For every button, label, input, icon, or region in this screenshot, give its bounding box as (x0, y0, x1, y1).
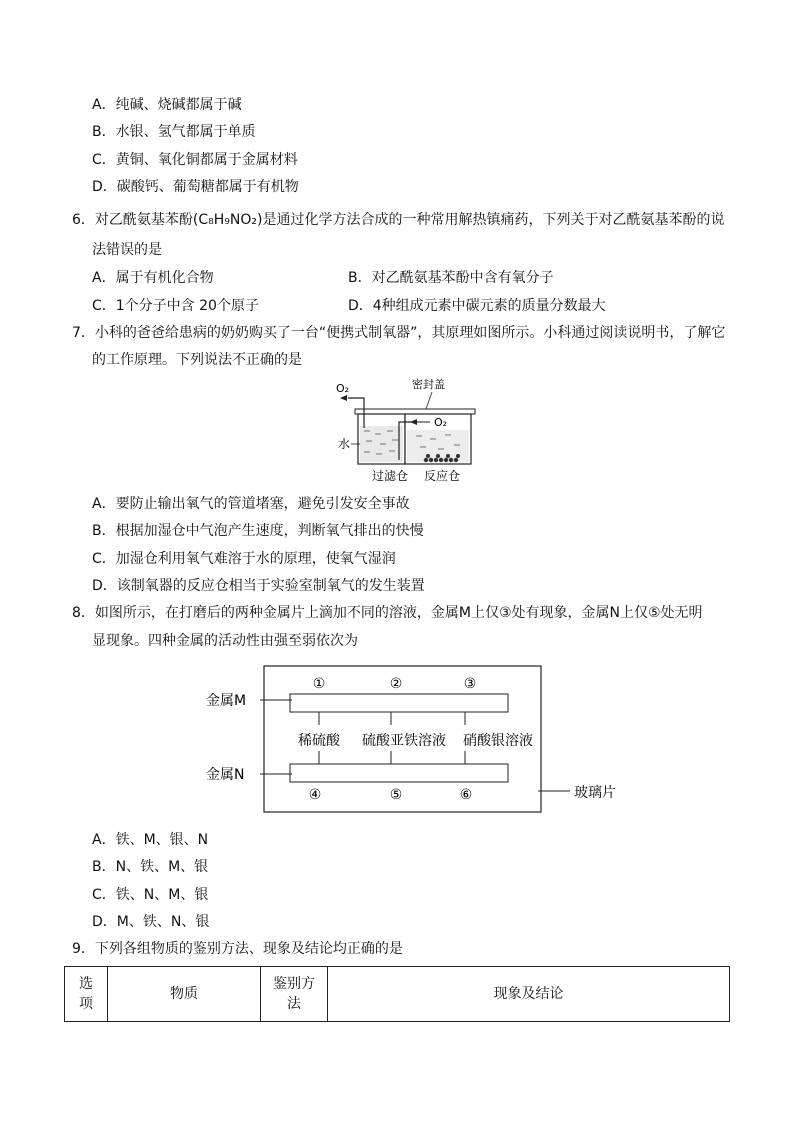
q9-stem: 9．下列各组物质的鉴别方法、现象及结论均正确的是 (72, 941, 403, 957)
spot-6: ⑥ (459, 787, 473, 803)
q7-stem-line2: 的工作原理。下列说法不正确的是 (92, 352, 302, 368)
q6-option-b: B．对乙酰氨基苯酚中含有氧分子 (348, 270, 554, 286)
reaction-chamber-label: 反应仓 (424, 469, 461, 483)
header-option (65, 967, 108, 1022)
header-result: 现象及结论 (328, 967, 730, 1022)
o2-outlet-label: O₂ (336, 382, 350, 395)
q8-option-b: B．N、铁、M、银 (92, 859, 209, 875)
q7-stem-line1: 7．小科的爸爸给患病的奶奶购买了一台“便携式制氧器”，其原理如图所示。小科通过阅读说明书，了解它 (72, 325, 726, 341)
lid-label: 密封盖 (412, 378, 445, 391)
q6-stem-prefix: 6．对乙酰氨基苯酚 (72, 212, 193, 228)
q5-option-b: B．水银、氢气都属于单质 (92, 124, 256, 140)
metal-plates-figure (200, 663, 620, 815)
solution-silver-nitrate: 硝酸银溶液 (463, 733, 533, 749)
q6-formula: (C₈H₉NO₂) (192, 212, 263, 228)
spot-2: ② (389, 676, 403, 692)
q6-stem-line2: 法错误的是 (92, 242, 162, 258)
q9-table (64, 966, 730, 1022)
q8-option-a: A．铁、M、银、N (92, 832, 209, 848)
q7-option-d: D．该制氧器的反应仓相当于实验室制氧气的发生装置 (92, 578, 425, 594)
spot-1: ① (312, 676, 326, 692)
spot-3: ③ (463, 676, 477, 692)
header-method-text: 鉴别方法 (273, 976, 315, 1012)
solution-dilute-sulfuric: 稀硫酸 (298, 733, 340, 749)
lid-pointer (426, 392, 432, 409)
arrow-left-icon (340, 395, 347, 401)
o2-inner-label: O₂ (434, 416, 448, 429)
water-label: 水 (338, 437, 351, 451)
metal-n-strip (290, 764, 508, 782)
sealed-lid-shape (355, 409, 475, 414)
q6-option-a: A．属于有机化合物 (92, 270, 214, 286)
solution-ferrous-sulfate: 硫酸亚铁溶液 (362, 733, 446, 749)
q5-option-a: A．纯碱、烧碱都属于碱 (92, 97, 242, 113)
spot-4: ④ (308, 787, 322, 803)
header-method (261, 967, 328, 1022)
q6-stem-suffix: 是通过化学方法合成的一种常用解热镇痛药，下列关于对乙酰氨基苯酚的说 (262, 212, 725, 228)
spot-5: ⑤ (389, 787, 403, 803)
q8-option-c: C．铁、N、M、银 (92, 887, 209, 903)
q8-stem-line2: 显现象。四种金属的活动性由强至弱依次为 (92, 633, 358, 649)
q5-option-c: C．黄铜、氧化铜都属于金属材料 (92, 152, 298, 168)
q6-stem (72, 210, 724, 230)
filter-chamber-label: 过滤仓 (372, 469, 409, 483)
metal-n-label: 金属N (206, 767, 245, 783)
q8-stem-line1: 8．如图所示，在打磨后的两种金属片上滴加不同的溶液，金属M上仅③处有现象，金属N上仅⑤处无明 (72, 605, 703, 621)
q5-option-d: D．碳酸钙、葡萄糖都属于有机物 (92, 179, 299, 195)
q7-option-a: A．要防止输出氧气的管道堵塞，避免引发安全事故 (92, 496, 410, 512)
q8-option-d: D．M、铁、N、银 (92, 914, 210, 930)
metal-m-strip (290, 694, 508, 712)
oxygen-generator-figure (330, 376, 480, 484)
header-option-text: 选项 (79, 976, 93, 1012)
q7-option-c: C．加湿仓利用氧气难溶于水的原理，使氧气湿润 (92, 551, 396, 567)
q6-option-d: D．4种组成元素中碳元素的质量分数最大 (348, 298, 606, 314)
glass-label: 玻璃片 (574, 785, 616, 801)
metal-m-label: 金属M (206, 693, 247, 709)
q7-option-b: B．根据加湿仓中气泡产生速度，判断氧气排出的快慢 (92, 523, 424, 539)
table-header-row (65, 967, 730, 1022)
header-substance: 物质 (108, 967, 261, 1022)
q6-option-c: C．1个分子中含 20个原子 (92, 298, 259, 314)
